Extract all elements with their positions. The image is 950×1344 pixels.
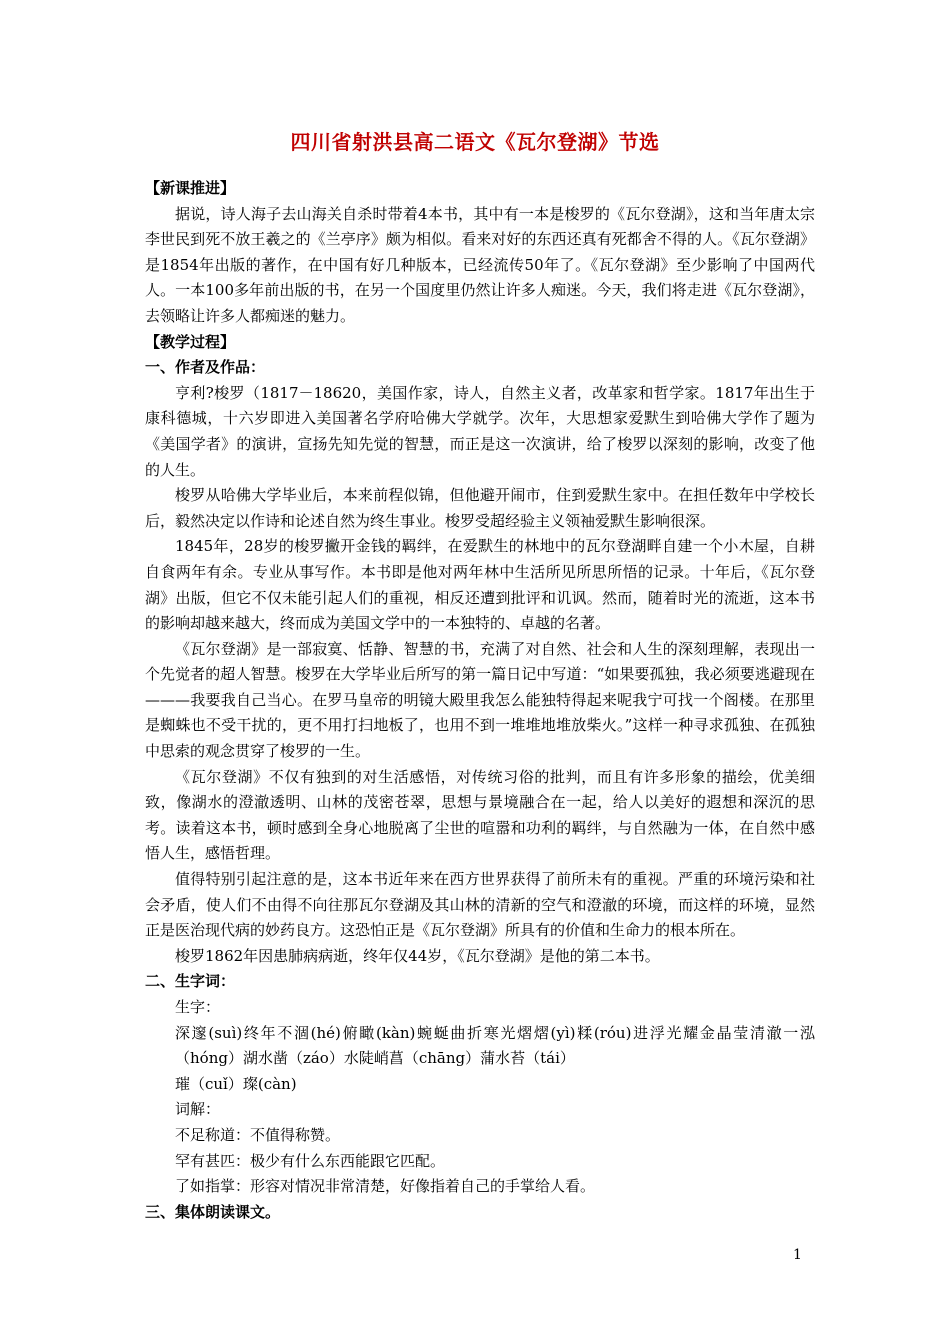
author-paragraph: 《瓦尔登湖》不仅有独到的对生活感悟，对传统习俗的批判，而且有许多形象的描绘，优美细致，像湖水的澄澈透明、山林的茂密苍翠，思想与景境融合在一起，给人以美好的遐想和深沉的思考。读着这本书，顿时感到全身心地脱离了尘世的喧嚣和功利的羁绊，与自然融为一体，在自然中感悟人生，感悟哲理。	[145, 767, 815, 863]
document-title: 四川省射洪县高二语文《瓦尔登湖》节选	[290, 130, 660, 154]
author-paragraph: 值得特别引起注意的是，这本书近年来在西方世界获得了前所未有的重视。严重的环境污染和社会矛盾，使人们不由得不向往那瓦尔登湖及其山林的清新的空气和澄澈的环境，而这样的环境，显然正是医治现代病的妙药良方。这恐怕正是《瓦尔登湖》所具有的价值和生命力的根本所在。	[145, 870, 815, 940]
author-paragraph: 《瓦尔登湖》是一部寂寞、恬静、智慧的书，充满了对自然、社会和人生的深刻理解，表现出一个先觉者的超人智慧。梭罗在大学毕业后所写的第一篇日记中写道：“如果要孤独，我必须要逃避现在———我要我自己当心。在罗马皇帝的明镜大殿里我怎么能独特得起来呢我宁可找一个阁楼。在那里是蜘蛛也不受干扰的，更不用打扫地板了，也用不到一堆堆地堆放柴火。”这样一种寻求孤独、在孤独中思索的观念贯穿了梭罗的一生。	[145, 639, 815, 761]
vocab-line: 了如指掌：形容对情况非常清楚，好像指着自己的手掌给人看。	[175, 1177, 596, 1196]
section-heading-author: 一、作者及作品：	[145, 358, 266, 377]
author-paragraph: 亨利?梭罗（1817－18620，美国作家，诗人，自然主义者，改革家和哲学家。1817年出生于康科德城，十六岁即进入美国著名学府哈佛大学就学。次年，大思想家爱默生到哈佛大学作了题为《美国学者》的演讲，宣扬先知先觉的智慧，而正是这一次演讲，给了梭罗以深刻的影响，改变了他的人生。	[145, 383, 815, 479]
section-heading-vocab: 二、生字词：	[145, 972, 236, 991]
author-paragraph: 梭罗从哈佛大学毕业后，本来前程似锦，但他避开闹市，住到爱默生家中。在担任数年中学校长后，毅然决定以作诗和论述自然为终生事业。梭罗受超经验主义领袖爱默生影响很深。	[145, 486, 815, 530]
page-number: 1	[793, 1247, 802, 1263]
section-heading-intro: 【新课推进】	[145, 179, 236, 197]
vocab-line: 不足称道：不值得称赞。	[175, 1125, 341, 1144]
intro-paragraph: 据说，诗人海子去山海关自杀时带着4本书，其中有一本是梭罗的《瓦尔登湖》，这和当年唐太宗李世民到死不放王羲之的《兰亭序》颇为相似。看来对好的东西还真有死都舍不得的人。《瓦尔登湖》是1854年出版的著作，在中国有好几种版本，已经流传50年了。《瓦尔登湖》至少影响了中国两代人。一本100多年前出版的书，在另一个国度里仍然让许多人痴迷。今天，我们将走进《瓦尔登湖》，去领略让许多人都痴迷的魅力。	[145, 204, 815, 325]
author-paragraph: 1845年，28岁的梭罗撇开金钱的羁绊，在爱默生的林地中的瓦尔登湖畔自建一个小木屋，自耕自食两年有余。专业从事写作。本书即是他对两年林中生活所见所思所悟的记录。十年后，《瓦尔登湖》出版，但它不仅未能引起人们的重视，相反还遭到批评和讥讽。然而，随着时光的流逝，这本书的影响却越来越大，终而成为美国文学中的一本独特的、卓越的名著。	[145, 537, 815, 633]
vocab-line: 词解：	[175, 1100, 221, 1119]
vocab-line: 罕有甚匹：极少有什么东西能跟它匹配。	[175, 1151, 446, 1170]
author-paragraph: 梭罗1862年因患肺病病逝，终年仅44岁，《瓦尔登湖》是他的第二本书。	[175, 946, 660, 965]
vocab-line: 生字：	[175, 998, 221, 1016]
vocab-line: 深邃(suì)终年不涸(hé)俯瞰(kàn)蜿蜒曲折寒光熠熠(yì)糅(róu)进浮光耀金晶莹清澈一泓（hóng）湖水凿（záo）水陡峭菖（chāng）蒲水苔（tái）	[175, 1023, 815, 1068]
section-heading-reading: 三、集体朗读课文。	[145, 1202, 281, 1221]
section-heading-process: 【教学过程】	[145, 332, 236, 351]
vocab-line: 璀（cuǐ）璨(càn)	[175, 1074, 297, 1093]
document-body	[145, 176, 815, 1225]
